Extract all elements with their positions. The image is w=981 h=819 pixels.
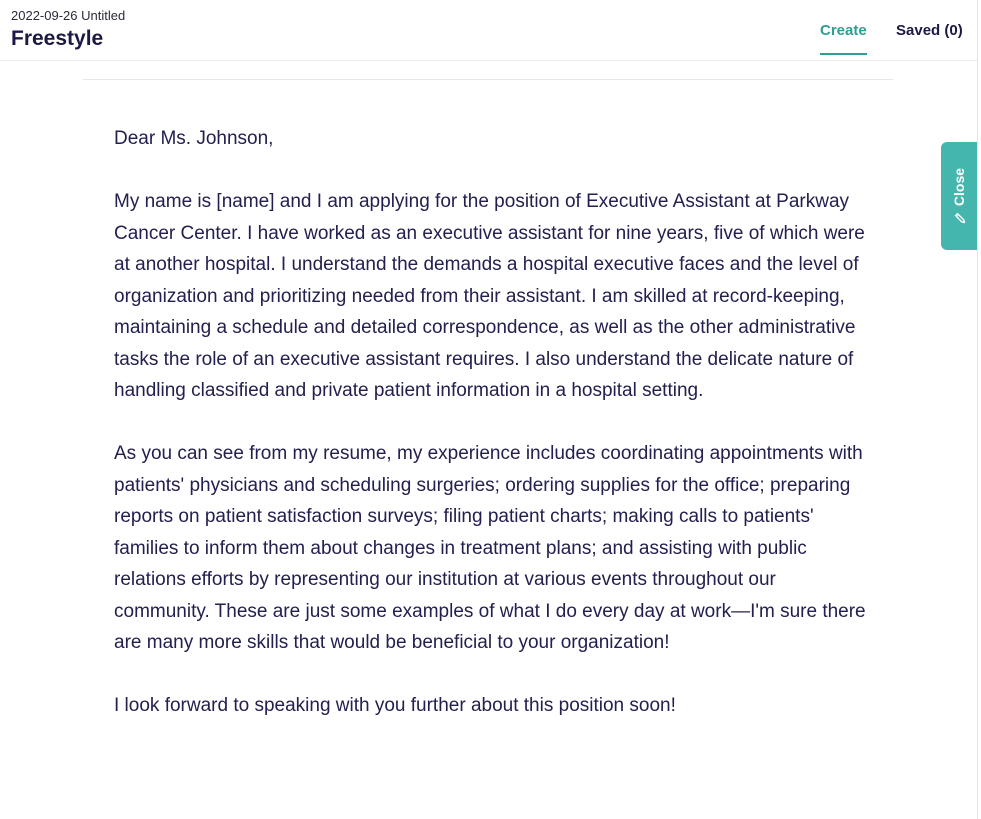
pencil-icon: [953, 212, 965, 224]
document-meta: 2022-09-26 Untitled: [11, 8, 126, 23]
header-bar: [0, 0, 977, 61]
letter-closing: I look forward to speaking with you further about this position soon!: [114, 695, 676, 716]
tab-create[interactable]: Create: [820, 22, 867, 55]
letter-greeting: Dear Ms. Johnson,: [114, 128, 274, 149]
letter-body[interactable]: [114, 123, 866, 753]
right-panel-border: [977, 0, 978, 819]
letter-paragraph: As you can see from my resume, my experience includes coordinating appointments with patients' physicians and scheduling surgeries; ordering supplies for the office; preparing reports on patient satisfaction surveys; filing patient charts; making calls to patients' families to inform them about changes in treatment plans; and assisting with public relations efforts by representing our institution at various events throughout our community. These are just some examples of what I do every day at work—I'm sure there are many more skills that would be beneficial to your organization!: [114, 443, 866, 653]
letter-paragraph: My name is [name] and I am applying for the position of Executive Assistant at Parkway Cancer Center. I have worked as an executive assistant for nine years, five of which were at another hospital. I understand the demands a hospital executive faces and the level of organization and prioritizing needed from their assistant. I am skilled at record-keeping, maintaining a schedule and detailed correspondence, as well as the other administrative tasks the role of an executive assistant requires. I also understand the delicate nature of handling classified and private patient information in a hospital setting.: [114, 191, 865, 401]
close-label: Close: [951, 167, 967, 207]
content-divider: [83, 79, 893, 80]
close-panel-button[interactable]: [941, 142, 977, 250]
document-title[interactable]: Freestyle: [11, 27, 104, 50]
tab-saved[interactable]: Saved (0): [896, 22, 963, 39]
